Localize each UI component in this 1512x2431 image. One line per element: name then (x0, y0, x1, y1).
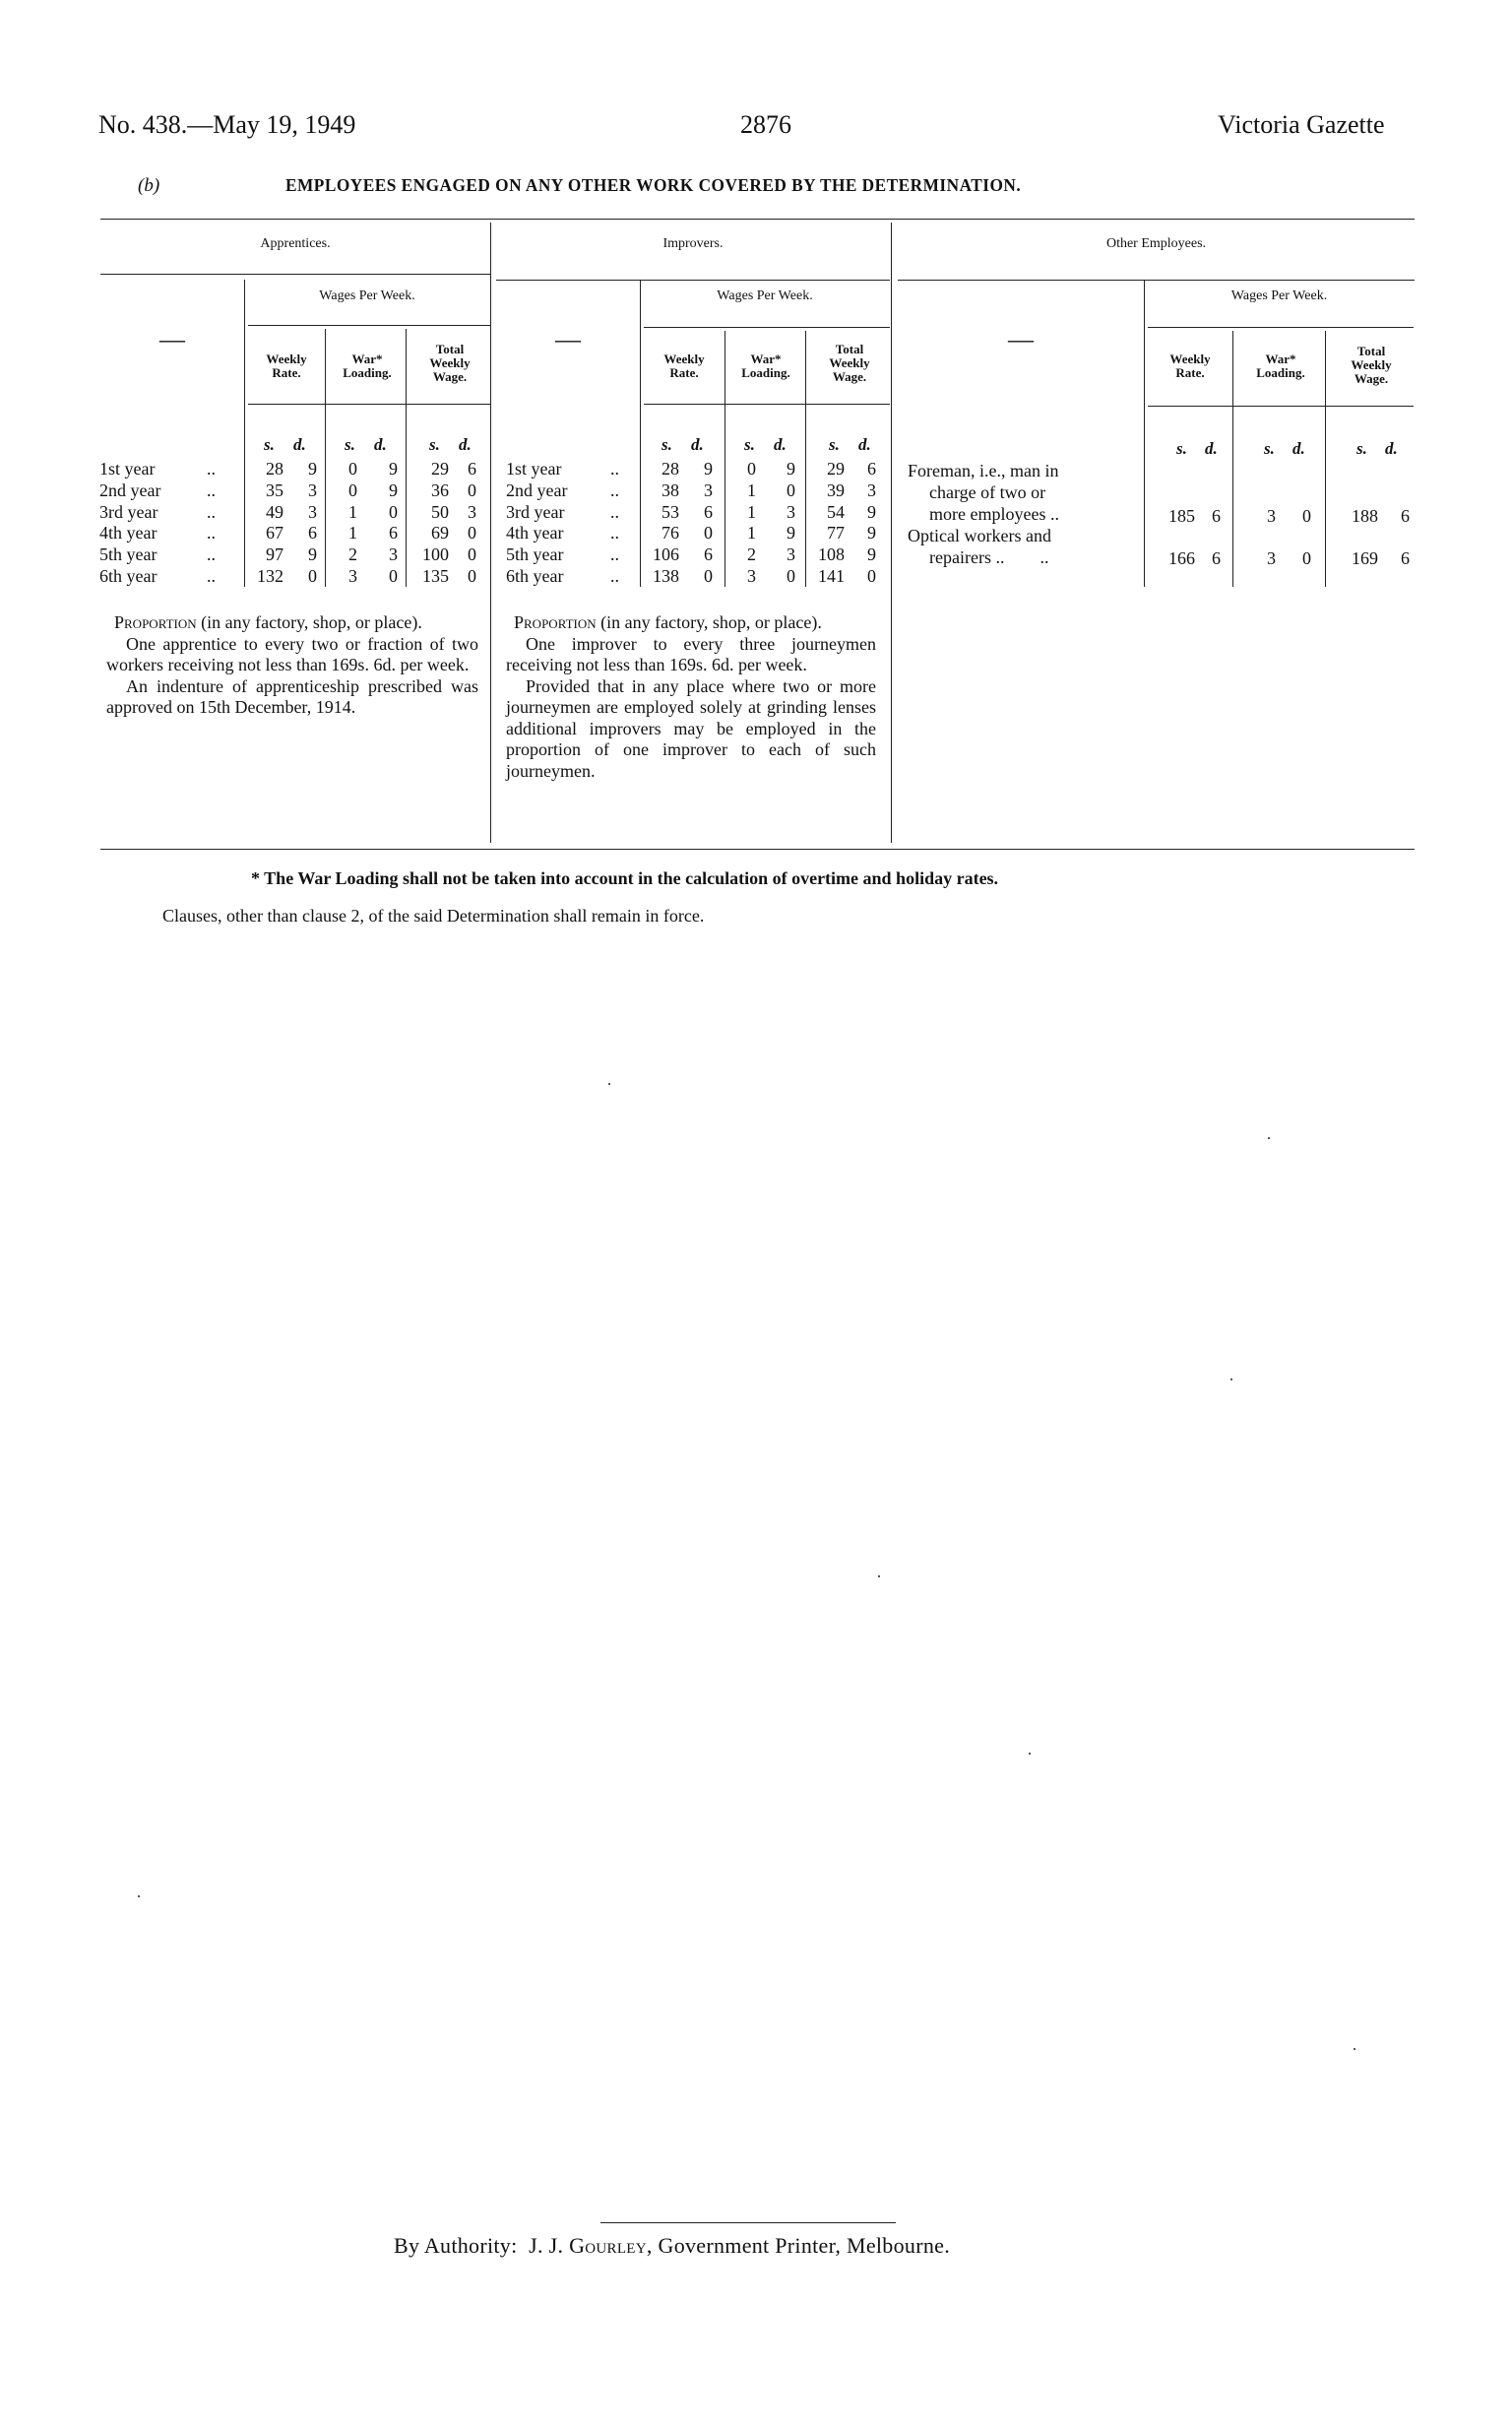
year-label: 4th year (99, 523, 158, 544)
year-label: 1st year (99, 459, 156, 479)
weekly-rate-line2: Rate. (1175, 365, 1205, 380)
war-loading-header (329, 352, 406, 380)
rule (644, 404, 890, 405)
rate-shillings: 38 (662, 480, 679, 500)
war-loading-line2: Loading. (741, 365, 790, 380)
war-shillings: 2 (348, 544, 357, 565)
unit-s: s. (1264, 439, 1275, 458)
optical-war-s: 3 (1267, 548, 1276, 568)
rule (100, 274, 490, 275)
war-pence: 0 (389, 566, 398, 586)
war-shillings: 3 (747, 566, 756, 586)
foreman-total-d: 6 (1401, 506, 1410, 526)
rate-pence: 0 (704, 523, 713, 544)
optical-war-d: 0 (1302, 548, 1311, 568)
rate-shillings: 138 (653, 566, 679, 586)
total-pence: 0 (468, 480, 476, 500)
total-line3: Wage. (1354, 371, 1389, 386)
leader-dots: .. (610, 523, 619, 544)
unit-s: s. (1356, 439, 1367, 458)
weekly-rate-line1: Weekly (663, 352, 705, 366)
dash: — (1008, 325, 1034, 353)
rule (248, 404, 490, 405)
war-shillings: 2 (747, 544, 756, 565)
authority-line (394, 2233, 950, 2259)
col-rule (724, 331, 725, 587)
printer-name: J. J. Gourley, (529, 2233, 653, 2258)
war-pence: 3 (787, 544, 795, 565)
publication-name: Victoria Gazette (1218, 110, 1385, 139)
page-number: 2876 (740, 110, 791, 139)
war-loading-footnote: * The War Loading shall not be taken into account in the calculation of overtime and holiday rates. (251, 868, 999, 888)
optical-line1: Optical workers and (908, 526, 1051, 545)
leader-dots: .. (610, 501, 619, 522)
war-shillings: 0 (348, 480, 357, 500)
war-loading-line1: War* (351, 352, 383, 366)
rate-pence: 3 (704, 480, 713, 500)
clauses-note: Clauses, other than clause 2, of the said Determination shall remain in force. (162, 906, 705, 926)
leader-dots: .. (207, 480, 216, 500)
unit-s: s. (662, 435, 672, 454)
year-label: 3rd year (99, 501, 158, 522)
war-pence: 9 (787, 523, 795, 544)
unit-s: s. (345, 435, 355, 454)
rate-shillings: 106 (653, 544, 679, 565)
war-shillings: 1 (747, 523, 756, 544)
col-rule (1325, 331, 1326, 587)
proportion-qualifier: (in any factory, shop, or place). (600, 612, 822, 632)
rule (644, 327, 890, 328)
foreman-total-s: 188 (1352, 506, 1378, 526)
unit-d: d. (459, 435, 472, 454)
print-speck (138, 1895, 140, 1897)
wages-per-week-label: Wages Per Week. (1230, 288, 1328, 303)
apprentices-heading: Apprentices. (260, 236, 331, 251)
optical-rate-d: 6 (1212, 548, 1221, 568)
rule (898, 280, 1415, 281)
total-pence: 3 (867, 480, 876, 500)
proportion-qualifier: (in any factory, shop, or place). (201, 612, 422, 632)
year-label: 1st year (506, 459, 562, 479)
war-shillings: 1 (348, 501, 357, 522)
rate-pence: 6 (704, 544, 713, 565)
col-rule (325, 329, 326, 587)
optical-rate-s: 166 (1168, 548, 1195, 568)
divider-apprentices-improvers (490, 223, 491, 843)
leader-dots: .. (207, 459, 216, 479)
authority-suffix: Government Printer, Melbourne. (658, 2233, 950, 2258)
total-shillings: 50 (431, 501, 449, 522)
total-line3: Wage. (832, 369, 867, 384)
war-shillings: 0 (747, 459, 756, 479)
year-label: 2nd year (506, 480, 568, 500)
rate-pence: 9 (704, 459, 713, 479)
total-line1: Total (435, 342, 465, 356)
unit-d: d. (858, 435, 871, 454)
dash: — (555, 325, 581, 353)
war-shillings: 1 (747, 480, 756, 500)
weekly-rate-line2: Rate. (272, 365, 301, 380)
rate-pence: 0 (704, 566, 713, 586)
print-speck (1029, 1753, 1031, 1755)
foreman-line1: Foreman, i.e., man in (908, 461, 1059, 480)
total-pence: 9 (867, 523, 876, 544)
optical-line2: repairers .. .. (929, 547, 1049, 567)
war-loading-line2: Loading. (1256, 365, 1305, 380)
unit-s: s. (264, 435, 275, 454)
war-shillings: 3 (348, 566, 357, 586)
unit-d: d. (774, 435, 787, 454)
weekly-rate-header (248, 352, 325, 380)
unit-d: d. (374, 435, 387, 454)
apprentices-indenture-text: An indenture of apprenticeship prescribed was approved on 15th December, 1914. (106, 675, 478, 717)
total-shillings: 36 (431, 480, 449, 500)
unit-s: s. (744, 435, 755, 454)
total-pence: 9 (867, 544, 876, 565)
section-label: (b) (138, 175, 160, 196)
war-pence: 9 (389, 459, 398, 479)
rate-shillings: 49 (266, 501, 284, 522)
wages-per-week-label: Wages Per Week. (319, 288, 415, 303)
rate-pence: 6 (308, 523, 317, 544)
optical-total-s: 169 (1352, 548, 1378, 568)
total-line1: Total (835, 342, 864, 356)
leader-dots: .. (610, 544, 619, 565)
war-pence: 3 (787, 501, 795, 522)
war-loading-line2: Loading. (343, 365, 392, 380)
table-top-rule (100, 219, 1415, 220)
foreman-line2: charge of two or (929, 482, 1046, 502)
total-shillings: 69 (431, 523, 449, 544)
rate-pence: 9 (308, 459, 317, 479)
proportion-label: Proportion (514, 612, 597, 632)
col-rule (1144, 280, 1145, 587)
war-loading-header (1236, 352, 1325, 380)
rate-pence: 3 (308, 480, 317, 500)
unit-s: s. (829, 435, 840, 454)
weekly-rate-header (1148, 352, 1232, 380)
total-line3: Wage. (432, 369, 468, 384)
year-label: 5th year (99, 544, 158, 565)
total-pence: 0 (867, 566, 876, 586)
rate-pence: 0 (308, 566, 317, 586)
total-pence: 9 (867, 501, 876, 522)
weekly-rate-header (644, 352, 724, 380)
war-pence: 0 (787, 566, 795, 586)
year-label: 5th year (506, 544, 564, 565)
unit-d: d. (1205, 439, 1218, 458)
war-shillings: 1 (348, 523, 357, 544)
leader-dots: .. (207, 501, 216, 522)
rate-shillings: 28 (266, 459, 284, 479)
unit-d: d. (1385, 439, 1398, 458)
war-loading-header (726, 352, 805, 380)
war-pence: 6 (389, 523, 398, 544)
total-line2: Weekly (429, 355, 471, 370)
total-pence: 0 (468, 544, 476, 565)
gazette-number-date: No. 438.—May 19, 1949 (98, 110, 356, 139)
print-speck (1354, 2048, 1355, 2050)
weekly-rate-line1: Weekly (266, 352, 307, 366)
rate-shillings: 132 (257, 566, 284, 586)
leader-dots: .. (610, 566, 619, 586)
authority-prefix: By Authority: (394, 2233, 518, 2258)
year-label: 4th year (506, 523, 564, 544)
war-pence: 3 (389, 544, 398, 565)
year-label: 6th year (99, 566, 158, 586)
year-label: 3rd year (506, 501, 565, 522)
year-label: 6th year (506, 566, 564, 586)
leader-dots: .. (610, 480, 619, 500)
total-shillings: 29 (431, 459, 449, 479)
foreman-line3: more employees .. (929, 504, 1059, 524)
unit-d: d. (1292, 439, 1305, 458)
unit-d: d. (293, 435, 306, 454)
rule (496, 280, 890, 281)
foreman-war-d: 0 (1302, 506, 1311, 526)
divider-improvers-other (891, 223, 892, 843)
year-label: 2nd year (99, 480, 161, 500)
total-pence: 0 (468, 523, 476, 544)
foreman-rate-s: 185 (1168, 506, 1195, 526)
total-shillings: 29 (827, 459, 845, 479)
foreman-rate-d: 6 (1212, 506, 1221, 526)
rate-shillings: 35 (266, 480, 284, 500)
total-shillings: 39 (827, 480, 845, 500)
rate-shillings: 28 (662, 459, 679, 479)
foreman-war-s: 3 (1267, 506, 1276, 526)
rule (248, 325, 490, 326)
total-pence: 0 (468, 566, 476, 586)
section-title: EMPLOYEES ENGAGED ON ANY OTHER WORK COVERED BY THE DETERMINATION. (285, 175, 1022, 195)
total-shillings: 100 (422, 544, 449, 565)
total-line1: Total (1356, 344, 1386, 358)
total-wage-header (809, 343, 890, 384)
improvers-rule-text: One improver to every three journeymen receiving not less than 169s. 6d. per week. (506, 633, 876, 674)
improvers-proviso-text: Provided that in any place where two or more journeymen are employed solely at grinding lenses additional improvers may be employed in the proportion of one improver to each of such journeymen. (506, 675, 876, 781)
total-shillings: 108 (818, 544, 845, 565)
print-speck (1230, 1378, 1232, 1380)
proportion-label: Proportion (114, 612, 197, 632)
total-shillings: 135 (422, 566, 449, 586)
rate-shillings: 67 (266, 523, 284, 544)
total-shillings: 54 (827, 501, 845, 522)
print-speck (608, 1083, 610, 1085)
war-pence: 0 (787, 480, 795, 500)
rate-pence: 9 (308, 544, 317, 565)
total-wage-header (410, 343, 490, 384)
rate-pence: 6 (704, 501, 713, 522)
leader-dots: .. (207, 544, 216, 565)
apprentices-rule-text: One apprentice to every two or fraction of two workers receiving not less than 169s. 6d. per week. (106, 633, 478, 674)
unit-s: s. (1176, 439, 1187, 458)
wages-per-week-label: Wages Per Week. (717, 288, 813, 303)
war-shillings: 0 (348, 459, 357, 479)
rate-shillings: 76 (662, 523, 679, 544)
apprentices-proportion (106, 612, 478, 719)
dash: — (159, 325, 185, 353)
footer-rule (600, 2222, 896, 2223)
total-pence: 3 (468, 501, 476, 522)
print-speck (878, 1575, 880, 1577)
total-line2: Weekly (1351, 357, 1392, 372)
improvers-proportion (506, 612, 876, 782)
col-rule (406, 329, 407, 587)
rate-pence: 3 (308, 501, 317, 522)
rule (1148, 406, 1414, 407)
other-employees-heading: Other Employees. (1105, 236, 1207, 251)
total-shillings: 141 (818, 566, 845, 586)
rate-shillings: 53 (662, 501, 679, 522)
war-loading-line1: War* (750, 352, 782, 366)
war-shillings: 1 (747, 501, 756, 522)
optical-total-d: 6 (1401, 548, 1410, 568)
total-shillings: 77 (827, 523, 845, 544)
leader-dots: .. (207, 566, 216, 586)
print-speck (1268, 1137, 1270, 1139)
table-bottom-rule (100, 849, 1415, 850)
war-pence: 0 (389, 501, 398, 522)
rate-shillings: 97 (266, 544, 284, 565)
weekly-rate-line2: Rate. (669, 365, 699, 380)
total-pence: 6 (867, 459, 876, 479)
unit-s: s. (429, 435, 440, 454)
unit-d: d. (691, 435, 704, 454)
total-wage-header (1329, 345, 1414, 386)
rule (1148, 327, 1414, 328)
col-rule (1232, 331, 1233, 587)
leader-dots: .. (610, 459, 619, 479)
leader-dots: .. (207, 523, 216, 544)
total-line2: Weekly (829, 355, 870, 370)
improvers-heading: Improvers. (662, 236, 724, 251)
weekly-rate-line1: Weekly (1169, 352, 1211, 366)
war-loading-line1: War* (1265, 352, 1296, 366)
war-pence: 9 (389, 480, 398, 500)
war-pence: 9 (787, 459, 795, 479)
total-pence: 6 (468, 459, 476, 479)
